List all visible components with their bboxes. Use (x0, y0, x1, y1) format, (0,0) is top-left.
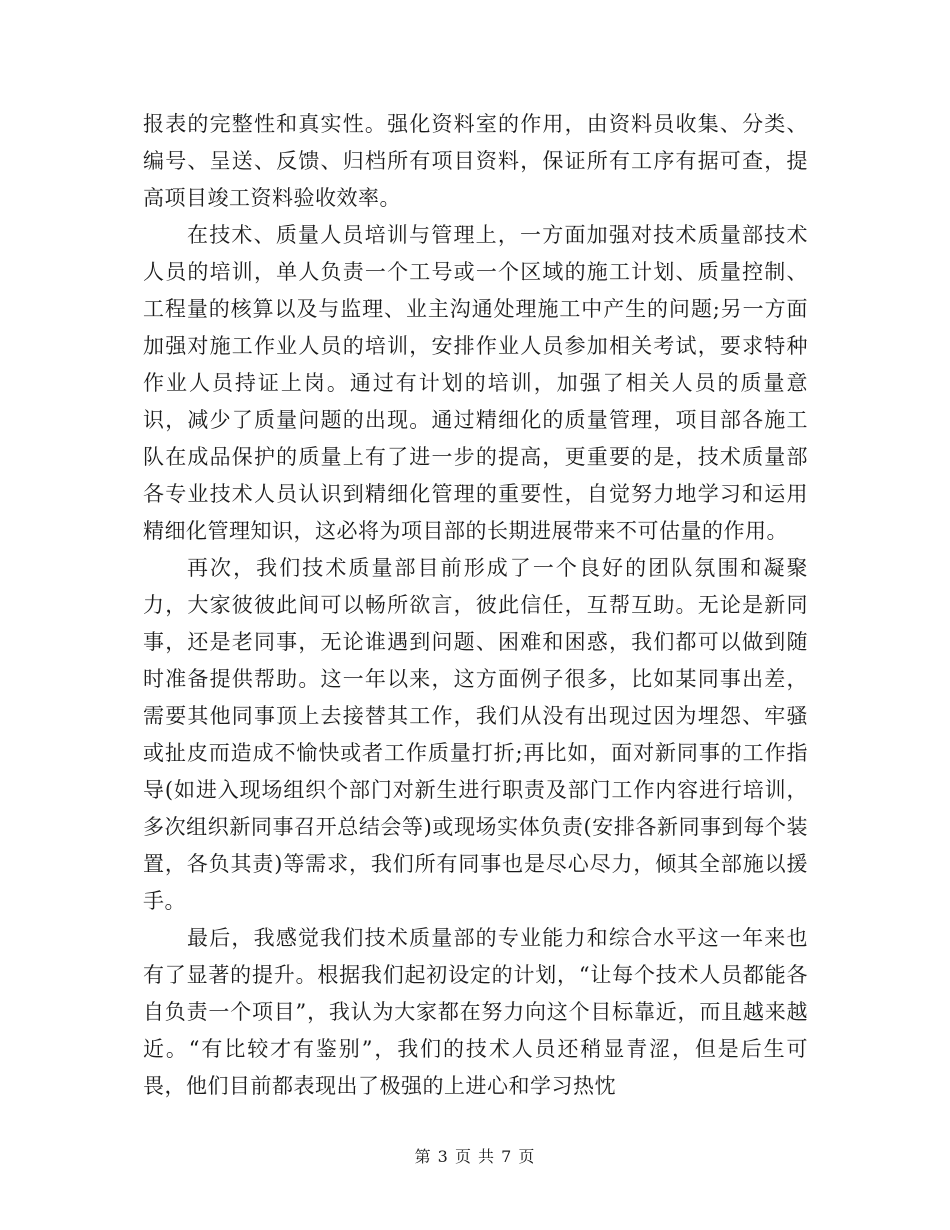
paragraph-capability: 最后，我感觉我们技术质量部的专业能力和综合水平这一年来也有了显著的提升。根据我们起初设定的计划，“让每个技术人员都能各自负责一个项目”，我认为大家都在努力向这个目标靠近，而且越来越近。“有比较才有鉴别”，我们的技术人员还稍显青涩，但是后生可畏，他们目前都表现出了极强的上进心和学习热忱 (143, 926, 808, 1098)
document-body (143, 106, 808, 1105)
paragraph-continued: 报表的完整性和真实性。强化资料室的作用，由资料员收集、分类、编号、呈送、反馈、归档所有项目资料，保证所有工序有据可查，提高项目竣工资料验收效率。 (143, 112, 808, 210)
paragraph-team: 再次，我们技术质量部目前形成了一个良好的团队氛围和凝聚力，大家彼彼此间可以畅所欲言，彼此信任，互帮互助。无论是新同事，还是老同事，无论谁遇到问题、困难和困惑，我们都可以做到随时准备提供帮助。这一年以来，这方面例子很多，比如某同事出差，需要其他同事顶上去接替其工作，我们从没有出现过因为埋怨、牢骚或扯皮而造成不愉快或者工作质量打折;再比如，面对新同事的工作指导(如进入现场组织个部门对新生进行职责及部门工作内容进行培训，多次组织新同事召开总结会等)或现场实体负责(安排各新同事到每个装置，各负其责)等需求，我们所有同事也是尽心尽力，倾其全部施以援手。 (143, 556, 808, 913)
page-footer: 第 3 页 共 7 页 (414, 1147, 536, 1166)
paragraph-training: 在技术、质量人员培训与管理上，一方面加强对技术质量部技术人员的培训，单人负责一个工号或一个区域的施工计划、质量控制、工程量的核算以及与监理、业主沟通处理施工中产生的问题;另一方面加强对施工作业人员的培训，安排作业人员参加相关考试，要求特种作业人员持证上岗。通过有计划的培训，加强了相关人员的质量意识，减少了质量问题的出现。通过精细化的质量管理，项目部各施工队在成品保护的质量上有了进一步的提高，更重要的是，技术质量部各专业技术人员认识到精细化管理的重要性，自觉努力地学习和运用精细化管理知识，这必将为项目部的长期进展带来不可估量的作用。 (143, 223, 808, 543)
